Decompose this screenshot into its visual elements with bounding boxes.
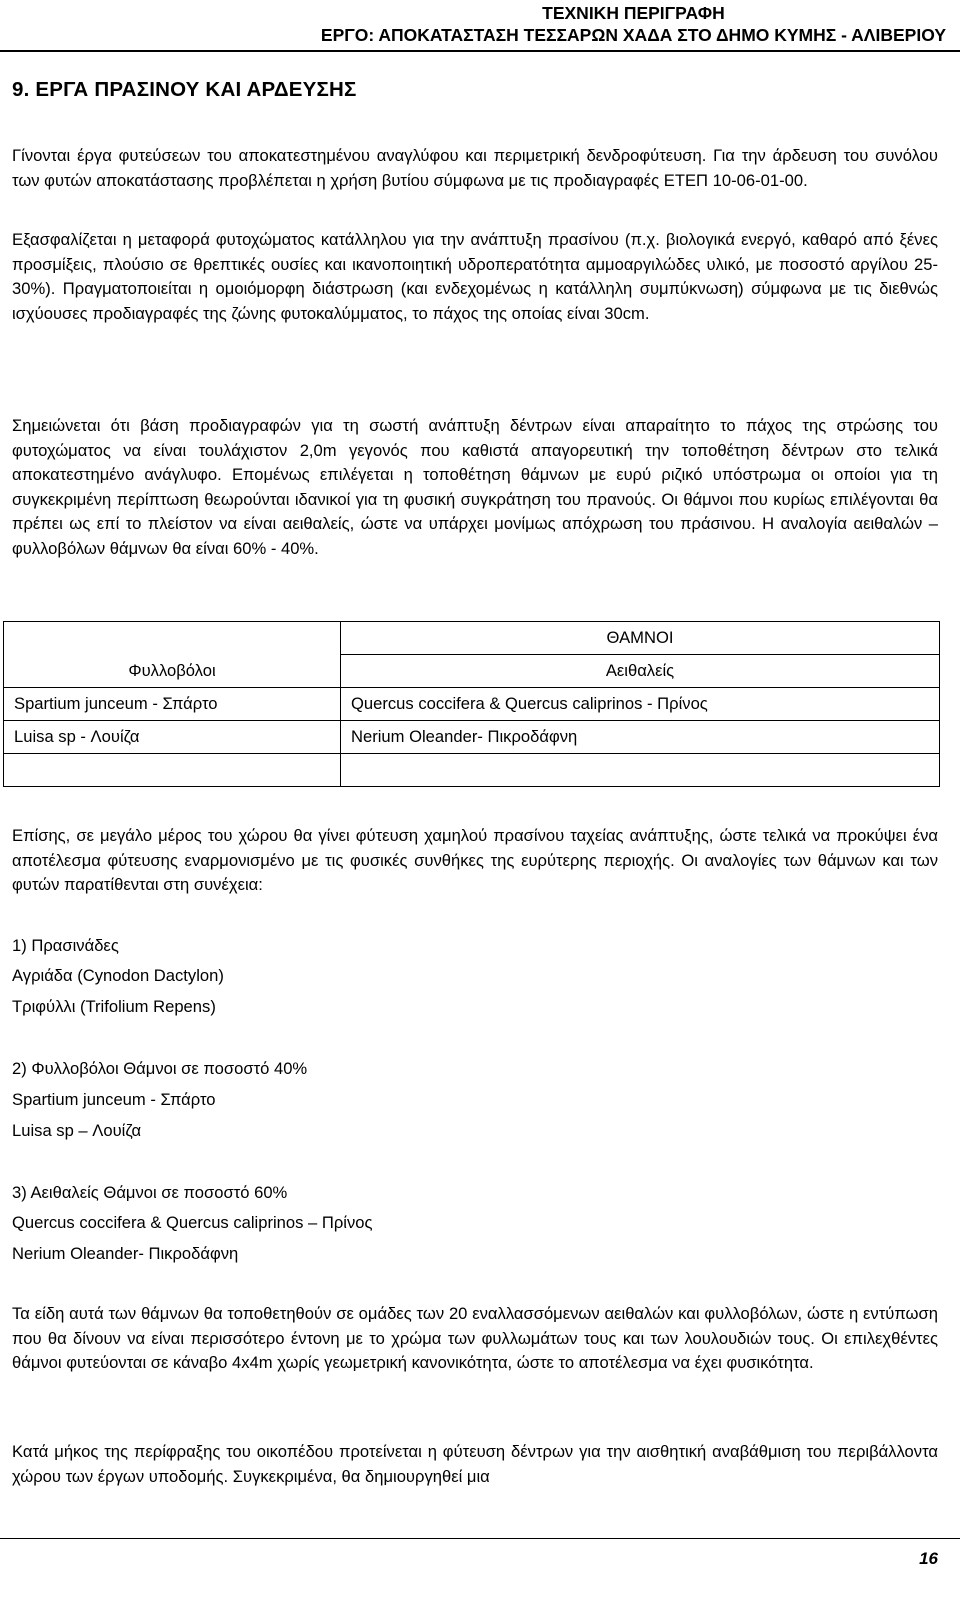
table-cell: Quercus coccifera & Quercus caliprinos - Πρίνος <box>341 688 940 721</box>
list-item: Τριφύλλι (Trifolium Repens) <box>12 997 216 1016</box>
list-heading: 3) Αειθαλείς Θάμνοι σε ποσοστό 60% <box>12 1183 288 1202</box>
list-heading: 2) Φυλλοβόλοι Θάμνοι σε ποσοστό 40% <box>12 1059 308 1078</box>
table-cell: Nerium Oleander- Πικροδάφνη <box>341 721 940 754</box>
page-number: 16 <box>919 1549 938 1568</box>
list-item: Spartium junceum - Σπάρτο <box>12 1090 216 1109</box>
page-header <box>321 2 946 46</box>
column-header-deciduous: Φυλλοβόλοι <box>4 655 341 688</box>
table-cell <box>4 754 341 787</box>
column-header-evergreen: Αειθαλείς <box>341 655 940 688</box>
list-item: Luisa sp – Λουίζα <box>12 1121 142 1140</box>
paragraph-6: Κατά μήκος της περίφραξης του οικοπέδου προτείνεται η φύτευση δέντρων για την αισθητική αναβάθμιση του περιβάλλοντα χώρου των έργων υποδομής. Συγκεκριμένα, θα δημιουργηθεί μια <box>12 1442 938 1486</box>
shrubs-table <box>3 621 940 787</box>
list-item: Αγριάδα (Cynodon Dactylon) <box>12 966 224 985</box>
table-cell: Spartium junceum - Σπάρτο <box>4 688 341 721</box>
table-row <box>4 688 940 721</box>
table-row <box>4 721 940 754</box>
list-item: Nerium Oleander- Πικροδάφνη <box>12 1244 239 1263</box>
header-rule <box>0 50 960 52</box>
paragraph-5: Τα είδη αυτά των θάμνων θα τοποθετηθούν σε ομάδες των 20 εναλλασσόμενων αειθαλών και φυλλοβόλων, ώστε η εντύπωση που θα δίνουν να είναι περισσότερο έντονη με το χρώμα των φυλλωμάτων τους και των λουλουδιών τους. Οι επιλεχθέντες θάμνοι φυτεύονται σε κάναβο 4x4m χωρίς γεωμετρική κανονικότητα, ώστε το αποτέλεσμα να έχει φυσικότητα. <box>12 1304 938 1372</box>
table-cell <box>341 754 940 787</box>
section-title: 9. ΕΡΓΑ ΠΡΑΣΙΝΟΥ ΚΑΙ ΑΡΔΕΥΣΗΣ <box>12 78 357 101</box>
footer-rule <box>0 1538 960 1539</box>
header-project: ΕΡΓΟ: ΑΠΟΚΑΤΑΣΤΑΣΗ ΤΕΣΣΑΡΩΝ ΧΑΔΑ ΣΤΟ ΔΗΜΟ ΚΥΜΗΣ - ΑΛΙΒΕΡΙΟΥ <box>320 25 946 45</box>
list-heading: 1) Πρασινάδες <box>12 936 119 955</box>
table-header-row <box>4 655 940 688</box>
paragraph-3: Σημειώνεται ότι βάση προδιαγραφών για τη σωστή ανάπτυξη δέντρων είναι απαραίτητο το πάχος της στρώσης του φυτοχώματος να είναι τουλάχιστον 2,0m γεγονός που καθιστά απαγορευτική την τοποθέτηση δέντρων στο τελικά αποκατεστημένο ανάγλυφο. Επομένως επιλέγεται η τοποθέτηση θάμνων με ευρύ ριζικό υπόστρωμα οι οποίοι για τη συγκεκριμένη περίπτωση θεωρούνται ιδανικοί για τη φυσική συγκράτηση του πρανούς. Οι θάμνοι που κυρίως επιλέγονται θα πρέπει ως επί το πλείστον να είναι αειθαλείς, ώστε να υπάρχει μονίμως απόχρωση του πράσινου. Η αναλογία αειθαλών – φυλλοβόλων θάμνων θα είναι 60% - 40%. <box>12 416 938 558</box>
table-row <box>4 754 940 787</box>
header-title: ΤΕΧΝΙΚΗ ΠΕΡΙΓΡΑΦΗ <box>542 3 725 23</box>
paragraph-2: Εξασφαλίζεται η μεταφορά φυτοχώματος κατάλληλου για την ανάπτυξη πρασίνου (π.χ. βιολογικά ενεργό, καθαρό από ξένες προσμίξεις, πλούσιο σε θρεπτικές ουσίες και ικανοποιητική υδροπερατότητα αμμοαργιλώδες υλικό, με ποσοστό αργίλου 25-30%). Πραγματοποιείται η ομοιόμορφη διάστρωση (και ενδεχομένως η κατάλληλη συμπύκνωση) σύμφωνα με τις διεθνώς ισχύουσες προδιαγραφές της ζώνης φυτοκαλύμματος, το πάχος της οποίας είναι 30cm. <box>12 230 938 323</box>
table-cell: Luisa sp - Λουίζα <box>4 721 341 754</box>
table-title: ΘΑΜΝΟΙ <box>341 622 940 655</box>
list-item: Quercus coccifera & Quercus caliprinos – Πρίνος <box>12 1213 373 1232</box>
table-title-row <box>4 622 940 655</box>
paragraph-4: Επίσης, σε μεγάλο μέρος του χώρου θα γίνει φύτευση χαμηλού πρασίνου ταχείας ανάπτυξης, ώστε τελικά να προκύψει ένα αποτέλεσμα φύτευσης εναρμονισμένο με τις φυσικές συνθήκες της ευρύτερης περιοχής. Οι αναλογίες των θάμνων και των φυτών παρατίθενται στη συνέχεια: <box>12 826 938 894</box>
paragraph-1: Γίνονται έργα φυτεύσεων του αποκατεστημένου αναγλύφου και περιμετρική δενδροφύτευση. Για την άρδευση του συνόλου των φυτών αποκατάστασης προβλέπεται η χρήση βυτίου σύμφωνα με τις προδιαγραφές ΕΤΕΠ 10-06-01-00. <box>12 146 938 190</box>
